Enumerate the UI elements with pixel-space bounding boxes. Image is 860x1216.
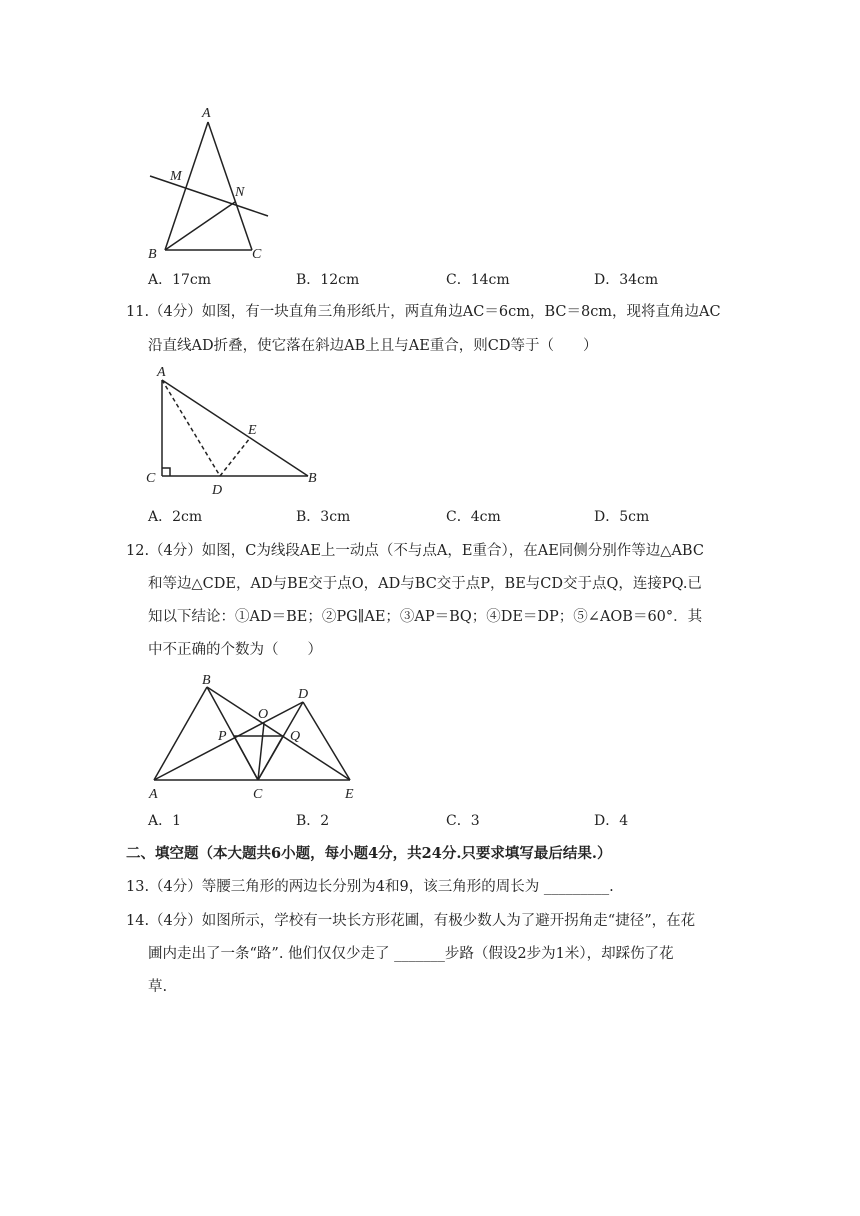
q12-option-d: D．4 [594,813,629,829]
q12-label-c: C [253,787,263,802]
q14-text-line1: 14.（4分）如图所示，学校有一块长方形花圃，有极少数人为了避开拐角走“捷径”，在花 [126,913,696,929]
q11-segment-de [220,438,250,476]
q14-text-line3: 草. [148,979,168,995]
q10-option-d: D．34cm [594,272,659,288]
q12-label-a: A [149,787,158,802]
q10-label-b: B [148,247,157,262]
q11-text-line2: 沿直线AD折叠，使它落在斜边AB上且与AE重合，则CD等于（ ） [148,338,598,354]
q10-segment-bn [165,202,235,250]
q12-label-o: O [258,707,269,722]
q11-fold-line-ad [162,380,220,476]
q10-option-a: A．17cm [148,272,212,288]
q11-label-b: B [308,471,317,486]
q11-label-d: D [212,483,223,495]
q10-side-ac [208,122,252,250]
q12-segment-pc [234,736,258,780]
q12-label-e: E [345,787,354,802]
q11-right-angle-mark [162,468,170,476]
q10-label-a: A [202,106,211,121]
q12-figure [140,670,370,805]
q11-label-a: A [157,365,166,380]
q12-option-b: B．2 [296,813,330,829]
q12-option-a: A．1 [148,813,182,829]
q11-option-d: D．5cm [594,509,650,525]
q12-label-p: P [218,729,227,744]
q12-text-line3: 知以下结论：①AD＝BE；②PG∥AE；③AP＝BQ；④DE＝DP；⑤∠AOB＝60°．其 [148,609,703,625]
section-heading-fill-in: 二、填空题（本大题共6小题，每小题4分，共24分.只要求填写最后结果.） [126,845,612,862]
q11-option-c: C．4cm [446,509,501,525]
q11-option-a: A．2cm [148,509,203,525]
q11-label-e: E [248,423,257,438]
q10-line-mn [150,176,268,216]
q12-label-b: B [202,673,211,688]
q12-text-line2: 和等边△CDE，AD与BE交于点O，AD与BC交于点P，BE与CD交于点Q，连接PQ.已 [148,576,702,592]
q12-option-c: C．3 [446,813,480,829]
q11-label-c: C [146,471,156,486]
q14-text-line2: 圃内走出了一条“路”. 他们仅仅少走了 _______步路（假设2步为1米），却踩伤了花 [148,946,674,962]
q10-option-c: C．14cm [446,272,510,288]
q12-segment-be [207,687,350,780]
q10-label-m: M [170,169,182,184]
q12-label-d: D [298,687,309,702]
q11-text-line1: 11.（4分）如图，有一块直角三角形纸片，两直角边AC＝6cm，BC＝8cm，现将直角边AC [126,304,721,320]
q10-side-ab [165,122,208,250]
q13-text: 13.（4分）等腰三角形的两边长分别为4和9，该三角形的周长为 _________. [126,879,614,895]
q10-option-b: B．12cm [296,272,360,288]
q12-text-line4: 中不正确的个数为（ ） [148,642,322,658]
q10-label-c: C [252,247,262,262]
q12-label-q: Q [290,729,301,744]
q10-label-n: N [235,185,245,200]
q12-side-de [303,702,350,780]
q11-side-ab [162,380,308,476]
q12-text-line1: 12.（4分）如图，C为线段AE上一动点（不与点A，E重合），在AE同侧分别作等边△ABC [126,543,704,559]
q11-option-b: B．3cm [296,509,351,525]
q11-figure [140,360,340,495]
q10-figure [140,100,280,270]
